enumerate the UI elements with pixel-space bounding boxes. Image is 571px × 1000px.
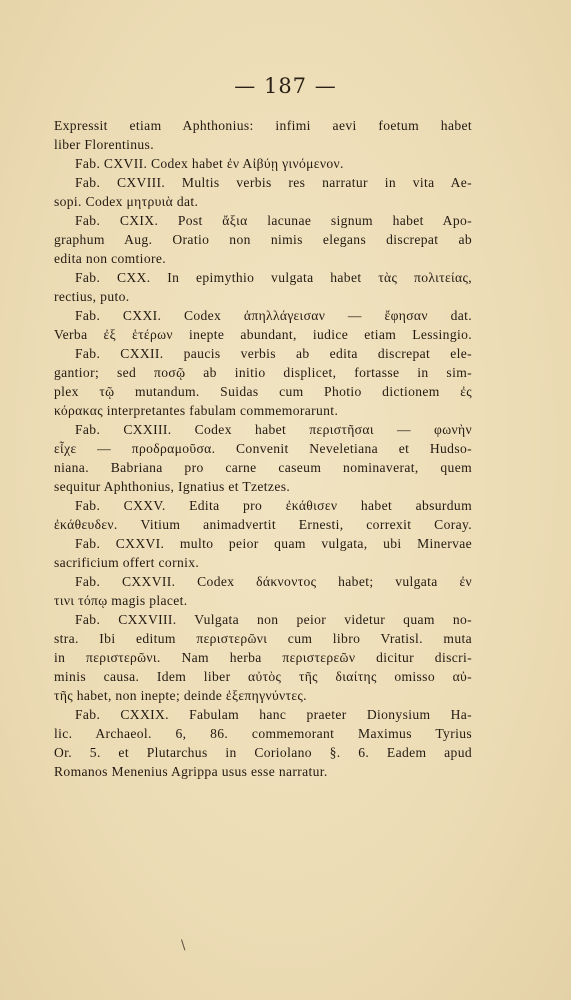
text-line: Fab. CXVII. Codex habet ἐν Αἰβύῃ γινόμενον. [75,156,344,171]
text-line: lic. Archaeol. 6, 86. commemorant Maximus Tyrius [54,726,472,741]
text-line: stra. Ibi editum περιστερῶνι cum libro Vratisl. muta [54,631,472,646]
text-line: κόρακας interpretantes fabulam commemorarunt. [54,403,339,418]
text-line: Fab. CXXV. Edita pro ἐκάθισεν habet absurdum [75,498,472,513]
text-line: εἶχε — προδραμοῦσα. Convenit Neveletiana et Hudso- [54,441,472,456]
body-text [54,116,472,781]
stray-mark: \ [181,938,186,953]
text-line: Fab. CXVIII. Multis verbis res narratur in vita Ae- [75,175,472,190]
page-number: — 187 — [234,74,337,98]
text-line: gantior; sed ποσῷ ab initio displicet, fortasse in sim- [54,365,472,380]
text-line: Fab. CXXIX. Fabulam hanc praeter Dionysium Ha- [75,707,472,722]
text-line: Fab. CXIX. Post ἄξια lacunae signum habet Apo- [75,213,472,228]
text-line: Fab. CXXI. Codex ἀπηλλάγεισαν — ἔφησαν dat. [75,308,472,323]
text-line: Fab. CXX. In epimythio vulgata habet τὰς πολιτείας, [75,270,472,285]
text-line: minis causa. Idem liber αὐτὸς τῆς διαίτης omisso αὐ- [54,669,472,684]
text-line: sacrificium offert cornix. [54,555,200,570]
text-line: niana. Babriana pro carne caseum nominaverat, quem [54,460,472,475]
text-line: Fab. CXXIII. Codex habet περιστῆσαι — φωνὴν [75,422,472,437]
text-line: plex τῷ mutandum. Suidas cum Photio dictionem ἐς [54,384,472,399]
text-line: Fab. CXXVIII. Vulgata non peior videtur quam no- [75,612,472,627]
text-line: Or. 5. et Plutarchus in Coriolano §. 6. Eadem apud [54,745,472,760]
text-line: in περιστερῶνι. Nam herba περιστερεῶν dicitur discri- [54,650,472,665]
text-line: edita non comtiore. [54,251,166,266]
text-line: Fab. CXXVII. Codex δάκνοντος habet; vulgata ἐν [75,574,472,589]
text-line: ἐκάθευδεν. Vitium animadvertit Ernesti, correxit Coray. [54,517,472,532]
text-line: Expressit etiam Aphthonius: infimi aevi foetum habet [54,118,472,133]
text-line: Fab. CXXVI. multo peior quam vulgata, ubi Minervae [75,536,472,551]
text-line: Fab. CXXII. paucis verbis ab edita discrepat ele- [75,346,472,361]
text-line: liber Florentinus. [54,137,154,152]
text-line: Verba ἐξ ἑτέρων inepte abundant, iudice etiam Lessingio. [54,327,472,342]
text-line: τινι τόπῳ magis placet. [54,593,188,608]
text-line: rectius, puto. [54,289,130,304]
text-line: sopi. Codex μητρυιὰ dat. [54,194,199,209]
text-line: τῆς habet, non inepte; deinde ἐξεπηγνύντες. [54,688,307,703]
text-line: graphum Aug. Oratio non nimis elegans discrepat ab [54,232,472,247]
text-line: sequitur Aphthonius, Ignatius et Tzetzes. [54,479,291,494]
text-line: Romanos Menenius Agrippa usus esse narratur. [54,764,328,779]
